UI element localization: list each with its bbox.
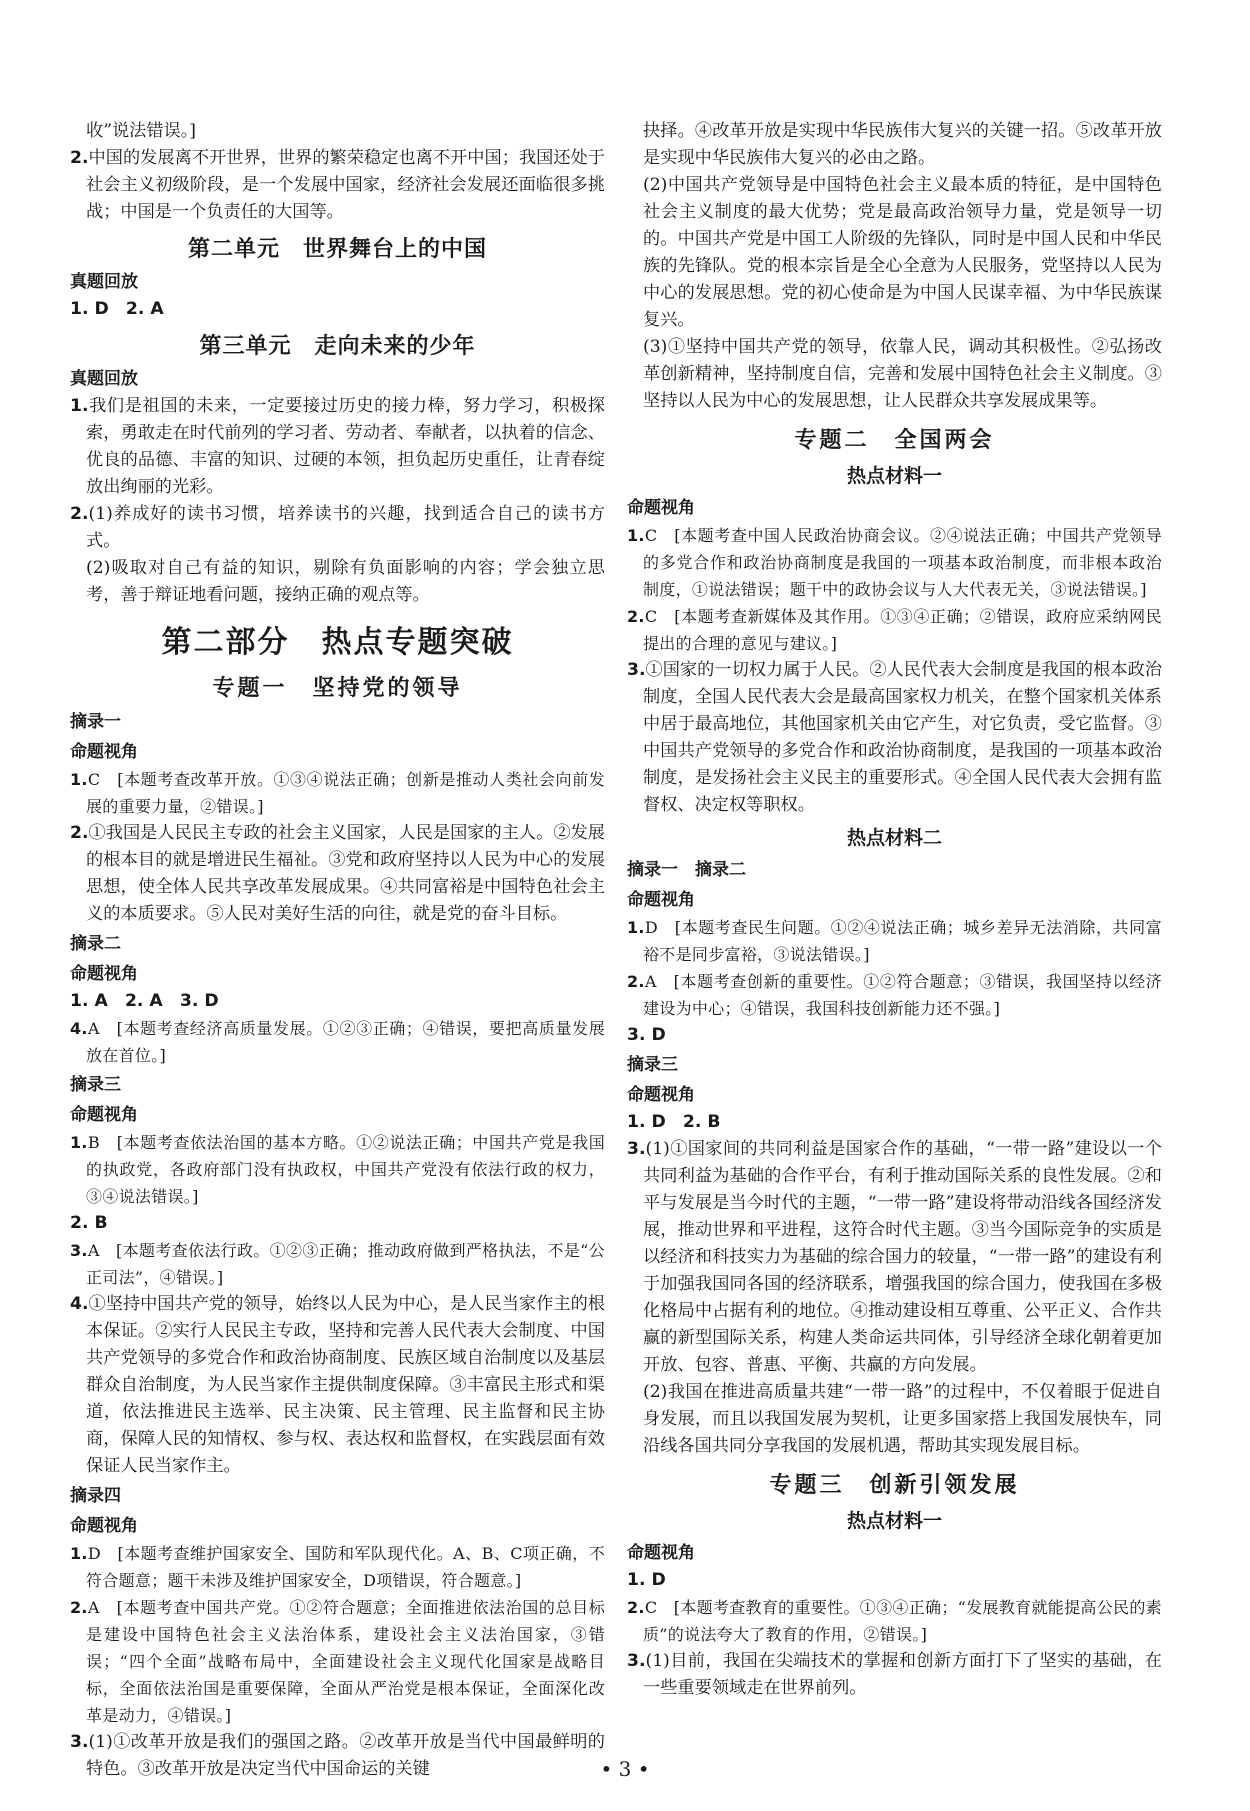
unit-heading: 第三单元 走向未来的少年 — [199, 333, 476, 359]
view-label: 命题视角 — [70, 1516, 138, 1536]
part-heading: 第二部分 热点专题突破 — [161, 625, 514, 660]
hot-material-heading: 热点材料二 — [846, 827, 942, 849]
view-label: 命题视角 — [627, 1543, 695, 1563]
topic-heading: 专题二 全国两会 — [794, 427, 995, 453]
answer-item: 2.A [本题考查中国共产党。①②符合题意；全面推进依法治国的总目标是建设中国特色社会主义法治体系，建设社会主义法治国家，③错误；“四个全面”战略布局中，全面建设社会主义现代化国家是战略目标，全面依法治国是重要保障，全面从严治党是根本保证，全面深化改革是动力，④错误。] — [70, 1598, 605, 1725]
excerpt-label: 摘录四 — [70, 1486, 121, 1506]
view-label: 命题视角 — [70, 1105, 138, 1125]
left-column — [70, 118, 605, 1783]
excerpt-label: 摘录二 — [70, 934, 121, 954]
answer-sub: (3)①坚持中国共产党的领导，依靠人民，调动其积极性。②弘扬改革创新精神，坚持制度自信，完善和发展中国特色社会主义制度。③坚持以人民为中心的发展思想，让人民群众共享发展成果等。 — [643, 337, 1162, 411]
answer-item: 3.(1)①国家间的共同利益是国家合作的基础，“一带一路”建设以一个共同利益为基础的合作平台，有利于推动国际关系的良性发展。②和平与发展是当今时代的主题，“一带一路”建设将带动沿线各国经济发展，推动世界和平进程，这符合时代主题。③当今国际竞争的实质是以经济和科技实力为基础的综合国力的较量，“一带一路”的建设有利于加强我国同各国的经济联系，增强我国的综合国力，使我国在多极化格局中占据有利的地位。④推动建设相互尊重、公平正义、合作共赢的新型国际关系，构建人类命运共同体，引导经济全球化朝着更加开放、包容、普惠、平衡、共赢的方向发展。 — [627, 1139, 1162, 1375]
answer-sub: 抉择。④改革开放是实现中华民族伟大复兴的关键一招。⑤改革开放是实现中华民族伟大复兴的必由之路。 — [643, 121, 1162, 168]
right-column — [627, 118, 1162, 1702]
answer-item: 2.中国的发展离不开世界，世界的繁荣稳定也离不开中国；我国还处于社会主义初级阶段，是一个发展中国家，经济社会发展还面临很多挑战；中国是一个负责任的大国等。 — [70, 148, 605, 222]
answer-item: 3.A [本题考查依法行政。①②③正确；推动政府做到严格执法，不是“公正司法”，④错误。] — [70, 1241, 605, 1287]
unit-heading: 第二单元 世界舞台上的中国 — [187, 236, 487, 262]
answer-line: 1. A 2. A 3. D — [70, 991, 219, 1011]
answer-item: 1.B [本题考查依法治国的基本方略。①②说法正确；中国共产党是我国的执政党，各政府部门没有执政权，中国共产党没有依法行政的权力，③④说法错误。] — [70, 1133, 605, 1206]
topic-heading: 专题三 创新引领发展 — [769, 1472, 1020, 1498]
section-label: 真题回放 — [70, 272, 138, 292]
paragraph: 收”说法错误。] — [86, 121, 197, 141]
view-label: 命题视角 — [627, 498, 695, 518]
answer-item: 1.C [本题考查改革开放。①③④说法正确；创新是推动人类社会向前发展的重要力量，②错误。] — [70, 770, 605, 816]
excerpt-label: 摘录一 摘录二 — [627, 860, 746, 880]
answer-item: 4.A [本题考查经济高质量发展。①②③正确；④错误，要把高质量发展放在首位。] — [70, 1019, 605, 1065]
excerpt-label: 摘录三 — [627, 1055, 678, 1075]
answer-line: 1. D — [627, 1570, 666, 1590]
page-number: • 3 • — [600, 1757, 650, 1781]
answer-item: 3.(1)①改革开放是我们的强国之路。②改革开放是当代中国最鲜明的特色。③改革开放是决定当代中国命运的关键 — [70, 1732, 605, 1779]
answer-item: 3.①国家的一切权力属于人民。②人民代表大会制度是我国的根本政治制度，全国人民代表大会是最高国家权力机关，在整个国家机关体系中居于最高地位，其他国家机关由它产生，对它负责，受它监督。③中国共产党领导的多党合作和政治协商制度，是我国的一项基本政治制度，是发扬社会主义民主的重要形式。④全国人民代表大会拥有监督权、决定权等职权。 — [627, 660, 1162, 815]
answer-item: 2.C [本题考查教育的重要性。①③④正确；“发展教育就能提高公民的素质”的说法夸大了教育的作用，②错误。] — [627, 1598, 1162, 1644]
excerpt-label: 摘录三 — [70, 1075, 121, 1095]
answer-line: 1. D 2. A — [70, 299, 164, 319]
topic-heading: 专题一 坚持党的领导 — [212, 675, 463, 701]
answer-line: 2. B — [70, 1213, 108, 1233]
answer-sub: (2)我国在推进高质量共建“一带一路”的过程中，不仅着眼于促进自身发展，而且以我国发展为契机，让更多国家搭上我国发展快车，同沿线各国共同分享我国的发展机遇，帮助其实现发展目标。 — [643, 1382, 1162, 1456]
answer-item: 4.①坚持中国共产党的领导，始终以人民为中心，是人民当家作主的根本保证。②实行人民民主专政，坚持和完善人民代表大会制度、中国共产党领导的多党合作和政治协商制度、民族区域自治制度以及基层群众自治制度，为人民当家作主提供制度保障。③丰富民主形式和渠道，依法推进民主选举、民主决策、民主管理、民主监督和民主协商，保障人民的知情权、参与权、表达权和监督权，在实践层面有效保证人民当家作主。 — [70, 1294, 605, 1476]
view-label: 命题视角 — [70, 742, 138, 762]
answer-item: 2.①我国是人民民主专政的社会主义国家，人民是国家的主人。②发展的根本目的就是增进民生福祉。③党和政府坚持以人民为中心的发展思想，使全体人民共享改革发展成果。④共同富裕是中国特色社会主义的本质要求。⑤人民对美好生活的向往，就是党的奋斗目标。 — [70, 823, 605, 924]
answer-sub: (2)吸取对自己有益的知识，剔除有负面影响的内容；学会独立思考，善于辩证地看问题，接纳正确的观点等。 — [86, 558, 605, 605]
hot-material-heading: 热点材料一 — [846, 465, 942, 487]
answer-item: 1.我们是祖国的未来，一定要接过历史的接力棒，努力学习，积极探索，勇敢走在时代前列的学习者、劳动者、奉献者，以执着的信念、优良的品德、丰富的知识、过硬的本领，担负起历史重任，让青春绽放出绚丽的光彩。 — [70, 396, 605, 497]
answer-line: 3. D — [627, 1025, 666, 1045]
view-label: 命题视角 — [627, 1085, 695, 1105]
answer-item: 1.D [本题考查民生问题。①②④说法正确；城乡差异无法消除，共同富裕不是同步富裕，③说法错误。] — [627, 918, 1162, 964]
answer-item: 1.C [本题考查中国人民政治协商会议。②④说法正确；中国共产党领导的多党合作和政治协商制度是我国的一项基本政治制度，而非根本政治制度，①说法错误；题干中的政协会议与人大代表无关，③说法错误。] — [627, 526, 1162, 599]
answer-sub: (2)中国共产党领导是中国特色社会主义最本质的特征，是中国特色社会主义制度的最大优势；党是最高政治领导力量，党是领导一切的。中国共产党是中国工人阶级的先锋队，同时是中国人民和中华民族的先锋队。党的根本宗旨是全心全意为人民服务，党坚持以人民为中心的发展思想。党的初心使命是为中国人民谋幸福、为中华民族谋复兴。 — [643, 175, 1162, 330]
section-label: 真题回放 — [70, 369, 138, 389]
answer-item: 2.(1)养成好的读书习惯，培养读书的兴趣，找到适合自己的读书方式。 — [70, 504, 605, 551]
excerpt-label: 摘录一 — [70, 712, 121, 732]
answer-item: 2.C [本题考查新媒体及其作用。①③④正确；②错误，政府应采纳网民提出的合理的意见与建议。] — [627, 607, 1162, 653]
answer-line: 1. D 2. B — [627, 1112, 721, 1132]
answer-item: 2.A [本题考查创新的重要性。①②符合题意；③错误，我国坚持以经济建设为中心；④错误，我国科技创新能力还不强。] — [627, 972, 1162, 1018]
view-label: 命题视角 — [627, 890, 695, 910]
answer-item: 1.D [本题考查维护国家安全、国防和军队现代化。A、B、C项正确，不符合题意；题干未涉及维护国家安全，D项错误，符合题意。] — [70, 1544, 605, 1590]
hot-material-heading: 热点材料一 — [846, 1510, 942, 1532]
answer-item: 3.(1)目前，我国在尖端技术的掌握和创新方面打下了坚实的基础，在一些重要领域走在世界前列。 — [627, 1651, 1162, 1698]
view-label: 命题视角 — [70, 964, 138, 984]
